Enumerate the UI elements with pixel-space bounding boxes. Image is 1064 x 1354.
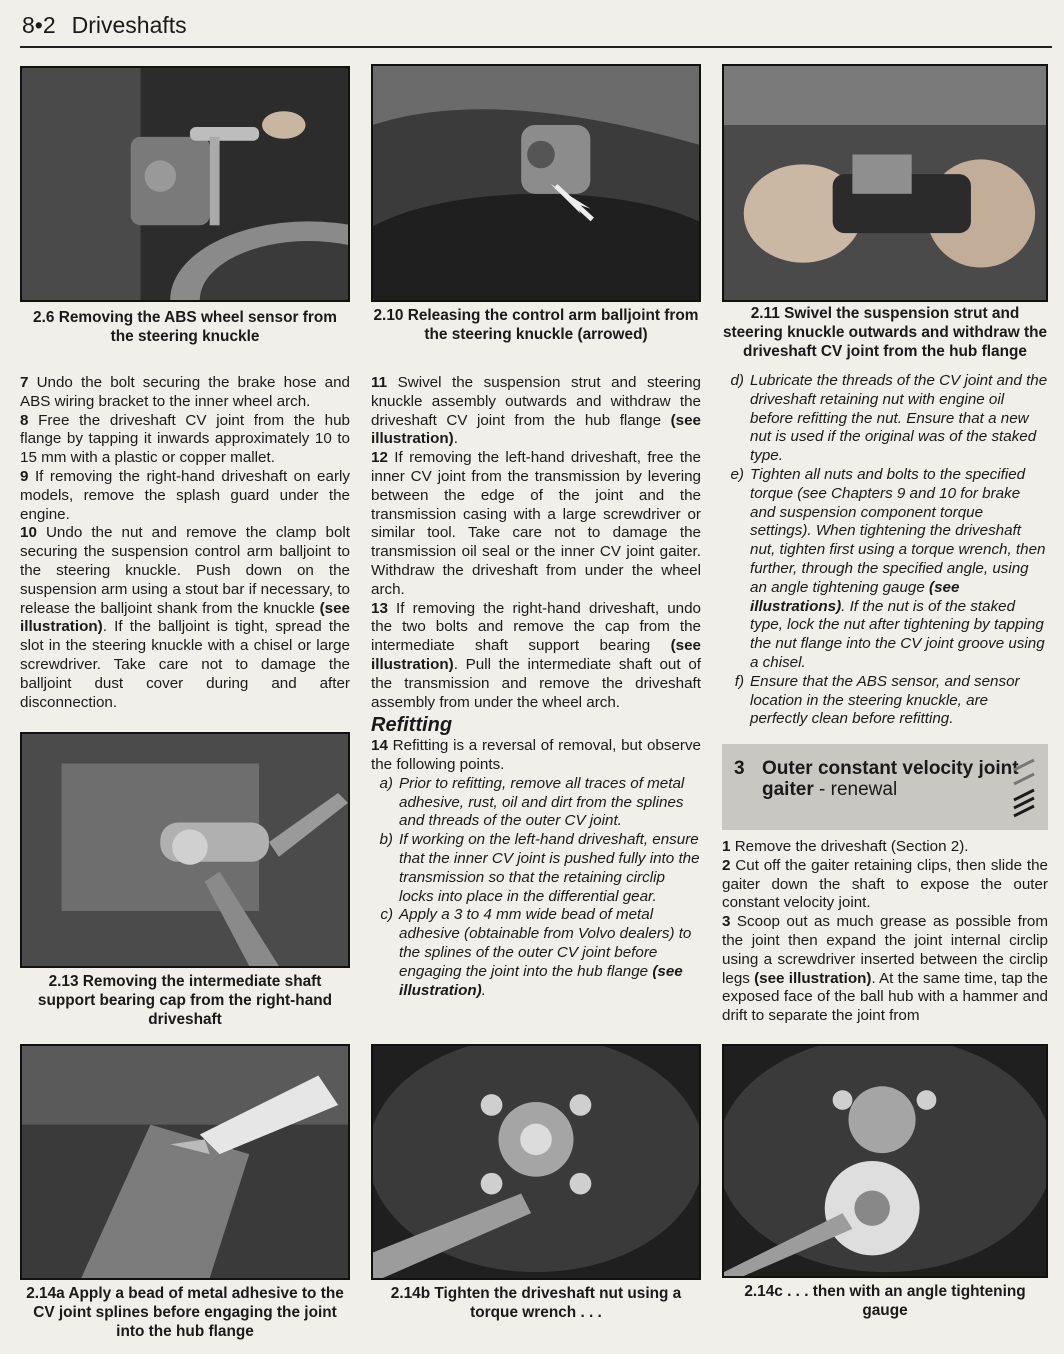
column-1-text [20,374,350,712]
list-text: Lubricate the threads of the CV joint and the driveshaft retaining nut with engine oil before refitting the nut. Ensure that a new nut is used if the original was of the staked type. [750,372,1048,465]
step-number: 8 [20,411,29,429]
paragraph-s1 [722,838,1048,857]
step-text: . Pull the intermediate shaft out of the transmission and remove the driveshaft assembly from under the wheel arch. [371,655,701,711]
step-text: Scoop out as much grease as possible from the joint then expand the joint internal circlip using a screwdriver inserted between the circlip legs [722,913,1048,987]
step-text: Free the driveshaft CV joint from the hub flange by tapping it inwards approximately 10 to 15 mm with a plastic or copper mallet. [20,411,350,467]
step-text: Undo the bolt securing the brake hose and ABS wiring bracket to the inner wheel arch. [20,374,350,410]
page-header [22,12,187,39]
step-text: Remove the driveshaft (Section 2). [734,838,969,855]
step-number: 3 [722,913,731,931]
header-rule [20,46,1052,48]
caption-2-14c: 2.14c . . . then with an angle tightening gauge [744,1283,1026,1319]
paragraph-14 [371,737,701,775]
list-text: Prior to refitting, remove all traces of metal adhesive, rust, oil and dirt from the splines and threads of the outer CV joint. [399,774,685,830]
caption-2-11: 2.11 Swivel the suspension strut and steering knuckle outwards and withdraw the driveshaft CV joint from the hub flange [722,305,1048,360]
paragraph-9 [20,468,350,524]
paragraph-11 [371,374,701,449]
step-text: . At the same time, tap the exposed face of the ball hub with a hammer and drift to separate the joint from [722,969,1048,1025]
illustration-ref: (see illustrations) [750,578,960,615]
step-text: Refitting is a reversal of removal, but observe the following points. [371,737,701,773]
step-number: 11 [371,374,388,391]
list-marker: a) [379,774,393,792]
list-text [750,466,1048,673]
list-item-b [371,831,701,906]
photo-2-11 [722,64,1048,302]
step-text: Cut off the gaiter retaining clips, then slide the gaiter down the shaft to expose the outer constant velocity joint. [722,856,1048,912]
list-item-f [722,673,1048,729]
section-heading-box [722,744,1048,830]
step-text: If removing the left-hand driveshaft, free the inner CV joint from the transmission by levering between the edge of the joint and the transmission casing with a large screwdriver or similar tool. Take care not to damage the transmission oil seal or the inner CV joint gaiter. Withdraw the driveshaft from under the wheel arch. [371,449,701,598]
step-number: 10 [20,524,37,542]
section-3-text [722,838,1048,1026]
photo-2-10 [371,64,701,302]
caption-2-6: 2.6 Removing the ABS wheel sensor from the steering knuckle [33,309,337,345]
step-number: 1 [722,838,731,855]
section-title-main: Outer constant velocity joint gaiter [762,758,1019,800]
photo-2-14a [20,1044,350,1280]
list-item-a [371,775,701,831]
step-number: 9 [20,467,29,485]
section-number: 3 [734,758,745,779]
column-3-text [722,372,1048,729]
column-2-text [371,374,701,1000]
list-text-part: . If the nut is of the staked type, lock the nut after tightening by tapping the nut flange into the CV joint groove using a chisel. [750,597,1045,671]
step-text: Swivel the suspension strut and steering knuckle assembly outwards and withdraw the driveshaft CV joint from the hub flange [371,374,701,429]
list-marker: e) [730,465,744,483]
photo-2-6 [20,66,350,302]
list-text-part: . [481,981,486,999]
illustration-ref: (see illustration) [371,411,701,448]
paragraph-10 [20,524,350,712]
list-text [399,906,701,1000]
paragraph-7 [20,374,350,412]
photo-2-14b [371,1044,701,1280]
photo-2-14c [722,1044,1048,1278]
list-item-e [722,466,1048,673]
paragraph-12 [371,449,701,599]
section-title [762,758,1048,800]
section-title-sub: - renewal [813,779,898,800]
list-marker: f) [734,672,744,690]
paragraph-s3 [722,913,1048,1026]
caption-2-13: 2.13 Removing the intermediate shaft support bearing cap from the right-hand driveshaft [37,973,333,1028]
subheading-refitting: Refitting [371,714,453,737]
list-text-part: Tighten all nuts and bolts to the specified torque (see Chapters 9 and 10 for brake and suspension component torque settings). When tightening the driveshaft nut, tighten first using a torque wrench, then further, through the specified angle, using an angle tightening gauge [750,465,1046,596]
list-text: If working on the left-hand driveshaft, ensure that the inner CV joint is pushed fully into the transmission so that the retaining circlip locks into place in the differential gear. [399,831,700,905]
list-item-d [722,372,1048,466]
illustration-ref: (see illustration) [754,969,872,987]
step-text: . [453,430,458,448]
difficulty-spanner-icon [1010,750,1040,822]
caption-2-14a: 2.14a Apply a bead of metal adhesive to the CV joint splines before engaging the joint into the hub flange [26,1285,344,1340]
step-text: Undo the nut and remove the clamp bolt securing the suspension control arm balljoint to the steering knuckle. Push down on the suspension arm using a stout bar if necessary, to release the balljoint shank from the knuckle [20,524,350,617]
page-title: Driveshafts [71,12,187,38]
list-marker: d) [730,372,744,389]
page-number: 8•2 [22,12,56,38]
step-text: . If the balljoint is tight, spread the slot in the steering knuckle with a chisel or large screwdriver. Take care not to damage the balljoint dust cover during and after disconnection. [20,618,350,711]
paragraph-8 [20,412,350,468]
step-number: 7 [20,374,29,391]
list-text: Ensure that the ABS sensor, and sensor location in the steering knuckle, are perfectly clean before refitting. [750,672,1020,728]
step-number: 14 [371,737,388,755]
photo-2-13 [20,732,350,968]
step-text: If removing the right-hand driveshaft on early models, remove the splash guard under the engine. [20,467,350,523]
list-item-c [371,906,701,1000]
caption-2-10: 2.10 Releasing the control arm balljoint from the steering knuckle (arrowed) [373,307,699,343]
illustration-ref: (see illustration) [371,637,701,673]
step-number: 13 [371,599,388,617]
list-marker: b) [379,831,393,849]
step-number: 12 [371,449,388,467]
list-text-part: Apply a 3 to 4 mm wide bead of metal adhesive (obtainable from Volvo dealers) to the splines of the outer CV joint before engaging the joint into the hub flange [399,906,692,980]
illustration-ref: (see illustration) [399,962,683,999]
paragraph-s2 [722,857,1048,913]
list-marker: c) [380,906,393,924]
step-number: 2 [722,856,731,874]
step-text: If removing the right-hand driveshaft, undo the two bolts and remove the cap from the intermediate shaft support bearing [371,599,701,655]
illustration-ref: (see illustration) [20,599,350,636]
paragraph-13 [371,600,701,713]
caption-2-14b: 2.14b Tighten the driveshaft nut using a torque wrench . . . [390,1285,682,1321]
